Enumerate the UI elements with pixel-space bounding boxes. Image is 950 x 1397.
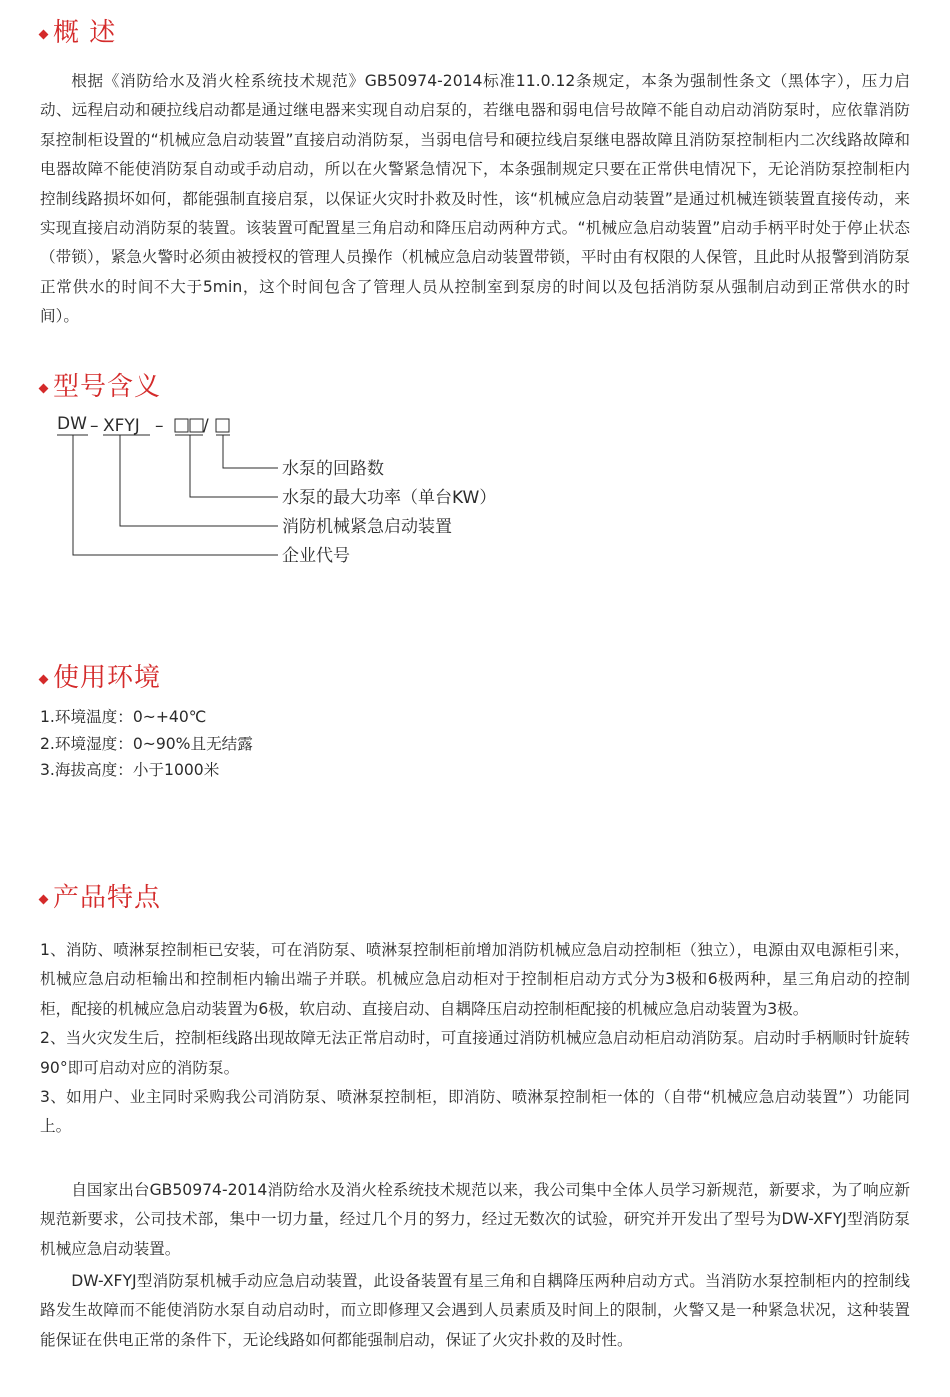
diamond-bullet-icon [39,29,49,39]
label-circuits: 水泵的回路数 [282,459,384,479]
overview-title: 概 述 [53,18,117,48]
features-list [40,936,910,1142]
section-title-model [40,374,161,400]
label-device: 消防机械紧急启动装置 [282,517,452,537]
list-item: 2.环境湿度：0~90%且无结露 [40,734,253,753]
code-dash-2: – [155,416,164,436]
features-paragraph-2: DW-XFYJ型消防泵机械手动应急启动装置，此设备装置有星三角和自耦降压两种启动方式。当消防水泵控制柜内的控制线路发生故障而不能使消防水泵自动启动时，而立即修理又会遇到人员素质及时间上的限制，火警又是一种紧急状况，这种装置能保证在供电正常的条件下，无论线路如何都能强制启动，保证了火灾扑救的及时性。 [40,1272,910,1349]
feature-item-2: 2、当火灾发生后，控制柜线路出现故障无法正常启动时，可直接通过消防机械应急启动柜启动消防泵。启动时手柄顺时针旋转90°即可启动对应的消防泵。 [40,1029,910,1077]
diamond-bullet-icon [39,894,49,904]
placeholder-box-2 [190,419,203,432]
code-slash: / [203,416,209,436]
features-paragraph-1: 自国家出台GB50974-2014消防给水及消火栓系统技术规范以来，我公司集中全体人员学习新规范，新要求，为了响应新规范新要求，公司技术部，集中一切力量，经过几个月的努力，经过无数次的试验，研究并开发出了型号为DW-XFYJ型消防泵机械应急启动装置。 [40,1181,910,1258]
section-title-environment [40,665,161,691]
code-mid: XFYJ [103,416,140,436]
environment-title: 使用环境 [53,663,162,693]
code-dash-1: – [90,416,99,436]
connector-company [73,435,278,555]
model-title: 型号含义 [53,372,162,402]
list-item: 1.环境温度：0~+40℃ [40,708,207,726]
section-title-overview [40,20,116,46]
connector-device [120,435,278,526]
model-code-diagram [40,400,600,580]
connector-power [190,435,278,497]
environment-list [40,704,253,784]
label-max-power: 水泵的最大功率（单台KW） [282,488,497,508]
feature-item-3: 3、如用户、业主同时采购我公司消防泵、喷淋泵控制柜，即消防、喷淋泵控制柜一体的（自带“机械应急启动装置”）功能同上。 [40,1088,910,1136]
feature-item-1: 1、消防、喷淋泵控制柜已安装，可在消防泵、喷淋泵控制柜前增加消防机械应急启动控制柜（独立），电源由双电源柜引来，机械应急启动柜输出和控制柜内输出端子并联。机械应急启动柜对于控制柜启动方式分为3极和6极两种，星三角启动的控制柜，配接的机械应急启动装置为6极，软启动、直接启动、自耦降压启动控制柜配接的机械应急启动装置为3极。 [40,941,910,1018]
placeholder-box-1 [175,419,188,432]
connector-circuits [223,435,278,468]
section-title-features [40,885,161,911]
diamond-bullet-icon [39,674,49,684]
overview-paragraph: 根据《消防给水及消火栓系统技术规范》GB50974-2014标准11.0.12条规定，本条为强制性条文（黑体字），压力启动、远程启动和硬拉线启动都是通过继电器来实现自动启泵的，若继电器和弱电信号故障不能自动启动消防泵时，应依靠消防泵控制柜设置的“机械应急启动装置”直接启动消防泵，当弱电信号和硬拉线启泵继电器故障且消防泵控制柜内二次线路故障和电器故障不能使消防泵自动或手动启动，所以在火警紧急情况下，本条强制规定只要在正常供电情况下，无论消防泵控制柜内控制线路损坏如何，都能强制直接启泵，以保证火灾时扑救及时性，该“机械应急启动装置”是通过机械连锁装置直接传动，来实现直接启动消防泵的装置。该装置可配置星三角启动和降压启动两种方式。“机械应急启动装置”启动手柄平时处于停止状态（带锁），紧急火警时必须由被授权的管理人员操作（机械应急启动装置带锁，平时由有权限的人保管，且此时从报警到消防泵正常供水的时间不大于5min，这个时间包含了管理人员从控制室到泵房的时间以及包括消防泵从强制启动到正常供水的时间）。 [40,72,910,326]
label-company-code: 企业代号 [282,546,350,566]
list-item: 3.海拔高度：小于1000米 [40,761,220,780]
features-title: 产品特点 [53,883,162,913]
diamond-bullet-icon [39,383,49,393]
placeholder-box-3 [216,419,229,432]
code-prefix: DW [57,414,87,434]
